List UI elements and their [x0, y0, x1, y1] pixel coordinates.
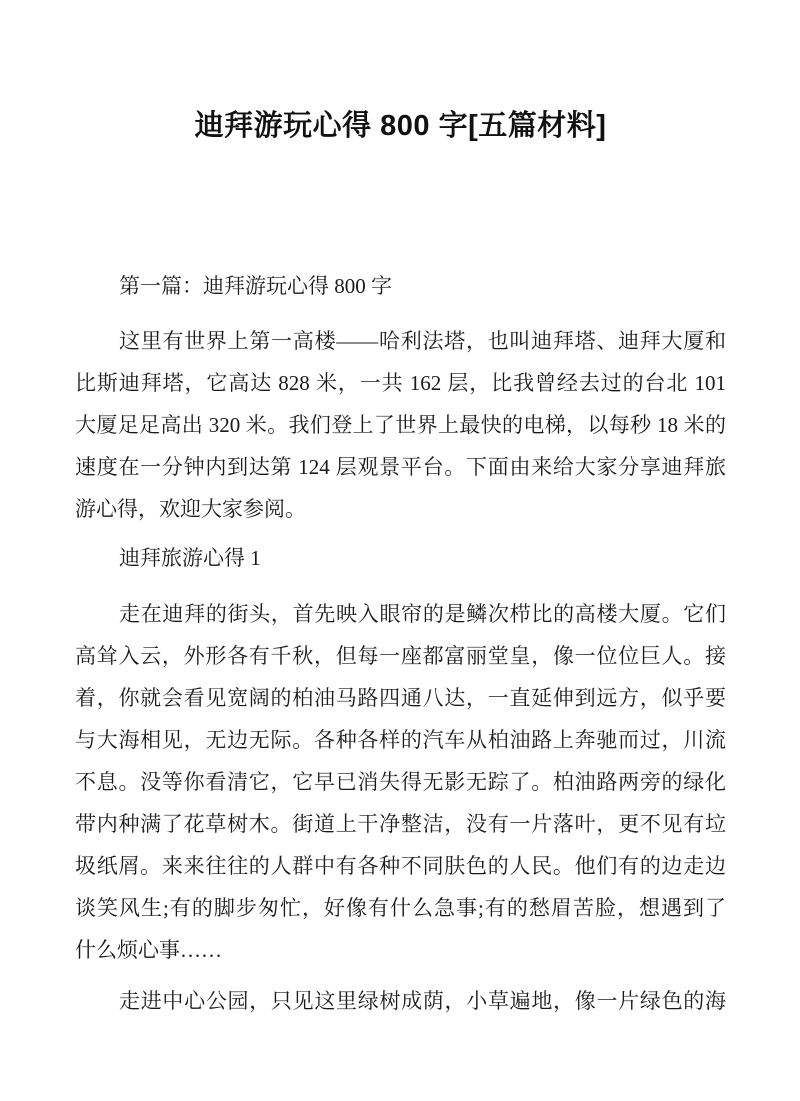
paragraph-street-scene — [75, 593, 726, 971]
text-line: 迪拜旅游心得 1 — [119, 546, 261, 570]
text-line: 高耸入云，外形各有千秋，但每一座都富丽堂皇，像一位位巨人。接 — [75, 644, 726, 668]
text-line: 什么烦心事…… — [75, 938, 222, 962]
text-line: 走在迪拜的街头，首先映入眼帘的是鳞次栉比的高楼大厦。它们 — [119, 602, 726, 626]
text-line: 这里有世界上第一高楼——哈利法塔，也叫迪拜塔、迪拜大厦和 — [119, 329, 726, 353]
text-line: 比斯迪拜塔，它高达 828 米，一共 162 层，比我曾经去过的台北 101 — [75, 371, 726, 395]
text-line: 走进中心公园，只见这里绿树成荫，小草遍地，像一片绿色的海 — [119, 989, 726, 1013]
paragraph-intro — [75, 320, 726, 530]
text-line: 大厦足足高出 320 米。我们登上了世界上最快的电梯，以每秒 18 米的 — [75, 413, 726, 437]
text-line: 第一篇：迪拜游玩心得 800 字 — [119, 274, 392, 298]
document-title: 迪拜游玩心得 800 字[五篇材料] — [194, 110, 607, 142]
text-line: 带内种满了花草树木。街道上干净整洁，没有一片落叶，更不见有垃 — [75, 812, 726, 836]
sub-heading — [75, 537, 726, 579]
text-line: 谈笑风生;有的脚步匆忙，好像有什么急事;有的愁眉苦脸，想遇到了 — [75, 896, 726, 920]
section-heading — [75, 265, 726, 307]
text-line: 不息。没等你看清它，它早已消失得无影无踪了。柏油路两旁的绿化 — [75, 770, 726, 794]
text-line: 着，你就会看见宽阔的柏油马路四通八达，一直延伸到远方，似乎要 — [75, 686, 726, 710]
text-line: 速度在一分钟内到达第 124 层观景平台。下面由来给大家分享迪拜旅 — [75, 455, 726, 479]
text-line: 与大海相见，无边无际。各种各样的汽车从柏油路上奔驰而过，川流 — [75, 728, 726, 752]
paragraph-park-partial — [75, 980, 726, 1022]
text-line: 游心得，欢迎大家参阅。 — [75, 497, 306, 521]
text-line: 圾纸屑。来来往往的人群中有各种不同肤色的人民。他们有的边走边 — [75, 854, 726, 878]
document-page — [0, 104, 800, 1101]
